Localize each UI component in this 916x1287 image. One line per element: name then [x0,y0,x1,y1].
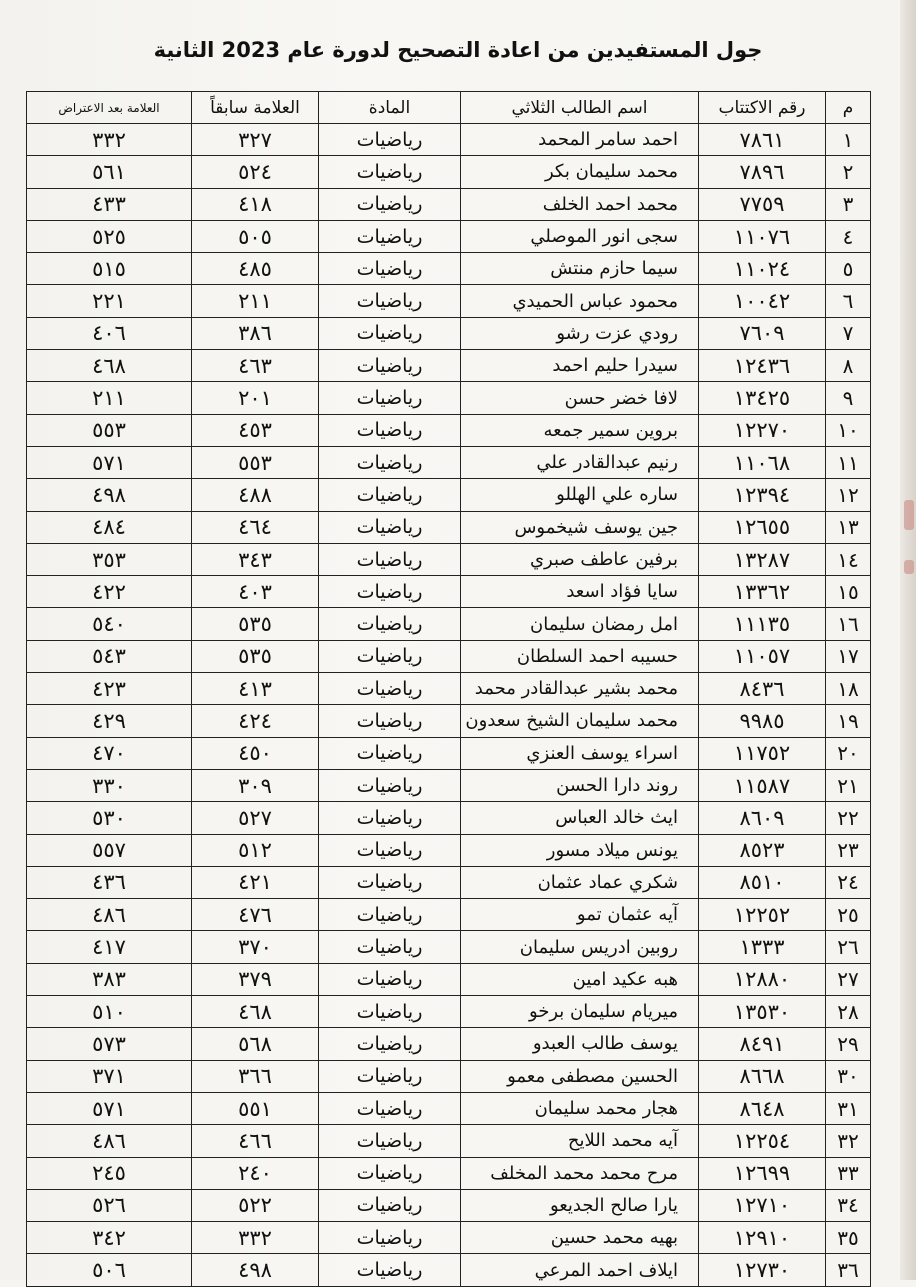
cell-index: ٣ [826,188,871,220]
table-row [27,1060,871,1092]
cell-new-mark: ٥١٠ [27,996,192,1028]
cell-exam-number: ٧٨٦١ [699,124,826,156]
cell-student-name: آيه محمد اللايح [461,1125,699,1157]
table-row [27,1157,871,1189]
cell-new-mark: ٥٤٣ [27,640,192,672]
cell-index: ٣٦ [826,1254,871,1286]
table-row [27,1125,871,1157]
cell-previous-mark: ٢٤٠ [192,1157,319,1189]
cell-index: ١٧ [826,640,871,672]
cell-index: ٢٧ [826,963,871,995]
cell-new-mark: ٥٥٣ [27,414,192,446]
cell-student-name: جين يوسف شيخموس [461,511,699,543]
cell-new-mark: ٣٧١ [27,1060,192,1092]
cell-index: ٣٠ [826,1060,871,1092]
cell-index: ١٠ [826,414,871,446]
cell-index: ٧ [826,317,871,349]
cell-new-mark: ٣٥٣ [27,543,192,575]
cell-student-name: ايلاف احمد المرعي [461,1254,699,1286]
cell-previous-mark: ٣٠٩ [192,769,319,801]
cell-subject: رياضيات [319,1157,461,1189]
cell-student-name: مرح محمد محمد المخلف [461,1157,699,1189]
cell-subject: رياضيات [319,1222,461,1254]
document-title: جول المستفيدين من اعادة التصحيح لدورة عام 2023 الثانية [153,38,763,62]
table-row [27,931,871,963]
cell-subject: رياضيات [319,931,461,963]
cell-previous-mark: ٤٥٣ [192,414,319,446]
cell-previous-mark: ٤٥٠ [192,737,319,769]
cell-student-name: سيما حازم منتش [461,253,699,285]
cell-exam-number: ٩٩٨٥ [699,705,826,737]
cell-subject: رياضيات [319,188,461,220]
cell-student-name: بروين سمير جمعه [461,414,699,446]
cell-student-name: يارا صالح الجديعو [461,1189,699,1221]
cell-subject: رياضيات [319,253,461,285]
cell-student-name: محمود عباس الحميدي [461,285,699,317]
cell-exam-number: ١١٧٥٢ [699,737,826,769]
table-row [27,866,871,898]
table-row [27,673,871,705]
cell-subject: رياضيات [319,769,461,801]
cell-subject: رياضيات [319,1125,461,1157]
table-row [27,1189,871,1221]
table-row [27,156,871,188]
cell-previous-mark: ٥٥٣ [192,446,319,478]
cell-subject: رياضيات [319,317,461,349]
cell-new-mark: ٥٢٦ [27,1189,192,1221]
cell-new-mark: ٥٦١ [27,156,192,188]
cell-subject: رياضيات [319,479,461,511]
cell-student-name: لافا خضر حسن [461,382,699,414]
cell-new-mark: ٣٣٢ [27,124,192,156]
cell-new-mark: ٤٢٢ [27,576,192,608]
cell-exam-number: ١١٠٥٧ [699,640,826,672]
cell-new-mark: ٤٢٣ [27,673,192,705]
cell-previous-mark: ٤٧٦ [192,899,319,931]
cell-index: ٨ [826,350,871,382]
cell-new-mark: ٥١٥ [27,253,192,285]
cell-index: ٢٨ [826,996,871,1028]
table-row [27,382,871,414]
cell-new-mark: ٤٩٨ [27,479,192,511]
cell-student-name: بهيه محمد حسين [461,1222,699,1254]
cell-student-name: ساره علي الهللو [461,479,699,511]
table-row [27,705,871,737]
cell-new-mark: ٣٣٠ [27,769,192,801]
cell-exam-number: ٨٦٠٩ [699,802,826,834]
cell-subject: رياضيات [319,963,461,995]
cell-exam-number: ١٢٧٣٠ [699,1254,826,1286]
cell-exam-number: ٨٦٤٨ [699,1092,826,1124]
cell-new-mark: ٤٨٦ [27,1125,192,1157]
table-row [27,543,871,575]
cell-student-name: سيدرا حليم احمد [461,350,699,382]
cell-index: ١٤ [826,543,871,575]
cell-index: ١٦ [826,608,871,640]
cell-new-mark: ٢١١ [27,382,192,414]
cell-student-name: محمد سليمان بكر [461,156,699,188]
cell-subject: رياضيات [319,220,461,252]
cell-student-name: سايا فؤاد اسعد [461,576,699,608]
cell-exam-number: ٧٨٩٦ [699,156,826,188]
cell-previous-mark: ٤٦٨ [192,996,319,1028]
table-row [27,802,871,834]
cell-new-mark: ٤٣٣ [27,188,192,220]
table-row [27,899,871,931]
cell-student-name: ايث خالد العباس [461,802,699,834]
cell-exam-number: ٨٥٢٣ [699,834,826,866]
table-row [27,1222,871,1254]
header-new-mark: العلامة بعد الاعتراض [27,92,192,124]
cell-exam-number: ١٢٢٥٤ [699,1125,826,1157]
cell-exam-number: ١١٠٦٨ [699,446,826,478]
cell-previous-mark: ٣٦٦ [192,1060,319,1092]
cell-previous-mark: ٤٦٦ [192,1125,319,1157]
cell-student-name: برفين عاطف صبري [461,543,699,575]
cell-new-mark: ٥٧١ [27,446,192,478]
cell-student-name: هجار محمد سليمان [461,1092,699,1124]
cell-new-mark: ٢٤٥ [27,1157,192,1189]
cell-student-name: امل رمضان سليمان [461,608,699,640]
table-header-row [27,92,871,124]
cell-index: ١٥ [826,576,871,608]
results-table [26,91,871,1287]
cell-new-mark: ٤٧٠ [27,737,192,769]
cell-index: ٥ [826,253,871,285]
cell-exam-number: ١٣٤٢٥ [699,382,826,414]
cell-subject: رياضيات [319,608,461,640]
header-subject: المادة [319,92,461,124]
cell-subject: رياضيات [319,1254,461,1286]
cell-subject: رياضيات [319,673,461,705]
cell-index: ٢ [826,156,871,188]
cell-student-name: حسيبه احمد السلطان [461,640,699,672]
cell-previous-mark: ٤٩٨ [192,1254,319,1286]
cell-subject: رياضيات [319,834,461,866]
cell-student-name: محمد احمد الخلف [461,188,699,220]
cell-exam-number: ١٣٣٣ [699,931,826,963]
cell-exam-number: ١١٠٧٦ [699,220,826,252]
cell-student-name: الحسين مصطفى معمو [461,1060,699,1092]
cell-exam-number: ١١٥٨٧ [699,769,826,801]
table-row [27,220,871,252]
cell-index: ٢٣ [826,834,871,866]
cell-exam-number: ١١١٣٥ [699,608,826,640]
cell-exam-number: ٧٧٥٩ [699,188,826,220]
cell-student-name: يونس ميلاد مسور [461,834,699,866]
edge-stain [904,500,914,530]
cell-subject: رياضيات [319,446,461,478]
cell-exam-number: ١٠٠٤٢ [699,285,826,317]
cell-exam-number: ١٣٥٣٠ [699,996,826,1028]
table-row [27,737,871,769]
cell-subject: رياضيات [319,124,461,156]
cell-student-name: محمد بشير عبدالقادر محمد [461,673,699,705]
cell-subject: رياضيات [319,996,461,1028]
cell-exam-number: ١٢٣٩٤ [699,479,826,511]
cell-exam-number: ٨٥١٠ [699,866,826,898]
cell-previous-mark: ٥٢٢ [192,1189,319,1221]
cell-new-mark: ٤٦٨ [27,350,192,382]
cell-subject: رياضيات [319,285,461,317]
cell-student-name: هبه عكيد امين [461,963,699,995]
cell-exam-number: ٨٤٣٦ [699,673,826,705]
cell-subject: رياضيات [319,705,461,737]
cell-previous-mark: ٤٦٣ [192,350,319,382]
cell-index: ٢٠ [826,737,871,769]
cell-index: ٢٥ [826,899,871,931]
cell-previous-mark: ٣٢٧ [192,124,319,156]
cell-new-mark: ٤٨٦ [27,899,192,931]
cell-student-name: يوسف طالب العبدو [461,1028,699,1060]
cell-new-mark: ٥٧٣ [27,1028,192,1060]
cell-previous-mark: ٥١٢ [192,834,319,866]
cell-subject: رياضيات [319,1092,461,1124]
cell-subject: رياضيات [319,350,461,382]
header-exam-number: رقم الاكتتاب [699,92,826,124]
cell-previous-mark: ٢٠١ [192,382,319,414]
table-row [27,608,871,640]
cell-index: ٢١ [826,769,871,801]
cell-previous-mark: ٤٢٤ [192,705,319,737]
cell-index: ٣٤ [826,1189,871,1221]
cell-previous-mark: ٤٨٥ [192,253,319,285]
cell-index: ١١ [826,446,871,478]
cell-index: ٢٦ [826,931,871,963]
cell-subject: رياضيات [319,737,461,769]
cell-previous-mark: ٣٧٠ [192,931,319,963]
cell-exam-number: ٧٦٠٩ [699,317,826,349]
cell-subject: رياضيات [319,899,461,931]
cell-previous-mark: ٥٣٥ [192,608,319,640]
cell-previous-mark: ٥٣٥ [192,640,319,672]
cell-index: ٣١ [826,1092,871,1124]
table-row [27,1028,871,1060]
cell-student-name: روند دارا الحسن [461,769,699,801]
table-row [27,963,871,995]
cell-previous-mark: ٤٦٤ [192,511,319,543]
cell-subject: رياضيات [319,382,461,414]
cell-index: ٤ [826,220,871,252]
cell-index: ٢٩ [826,1028,871,1060]
cell-new-mark: ٤٠٦ [27,317,192,349]
cell-subject: رياضيات [319,511,461,543]
cell-subject: رياضيات [319,1189,461,1221]
cell-index: ١٩ [826,705,871,737]
cell-previous-mark: ٥٥١ [192,1092,319,1124]
table-row [27,285,871,317]
table-row [27,996,871,1028]
cell-student-name: روبين ادريس سليمان [461,931,699,963]
table-row [27,640,871,672]
cell-index: ٢٤ [826,866,871,898]
cell-exam-number: ١٢٧١٠ [699,1189,826,1221]
page-edge [900,0,916,1280]
cell-student-name: سجى انور الموصلي [461,220,699,252]
cell-exam-number: ١٣٢٨٧ [699,543,826,575]
table-row [27,1092,871,1124]
cell-exam-number: ١٢٦٥٥ [699,511,826,543]
cell-previous-mark: ٤١٨ [192,188,319,220]
cell-index: ٣٢ [826,1125,871,1157]
cell-subject: رياضيات [319,640,461,672]
cell-index: ٣٣ [826,1157,871,1189]
cell-index: ١٢ [826,479,871,511]
cell-new-mark: ٣٤٢ [27,1222,192,1254]
cell-exam-number: ٨٤٩١ [699,1028,826,1060]
cell-student-name: شكري عماد عثمان [461,866,699,898]
cell-previous-mark: ٣٤٣ [192,543,319,575]
cell-previous-mark: ٤١٣ [192,673,319,705]
table-row [27,350,871,382]
cell-previous-mark: ٤٠٣ [192,576,319,608]
table-row [27,576,871,608]
cell-previous-mark: ٤٨٨ [192,479,319,511]
cell-previous-mark: ٣٧٩ [192,963,319,995]
cell-previous-mark: ٣٣٢ [192,1222,319,1254]
cell-subject: رياضيات [319,866,461,898]
table-row [27,511,871,543]
table-row [27,188,871,220]
cell-index: ١٣ [826,511,871,543]
cell-exam-number: ١٢٢٧٠ [699,414,826,446]
cell-new-mark: ٥٧١ [27,1092,192,1124]
cell-student-name: اسراء يوسف العنزي [461,737,699,769]
edge-stain [904,560,914,574]
table-row [27,124,871,156]
table-row [27,446,871,478]
cell-student-name: ميريام سليمان برخو [461,996,699,1028]
cell-exam-number: ١٣٣٦٢ [699,576,826,608]
cell-new-mark: ٥٠٦ [27,1254,192,1286]
cell-exam-number: ١٢٢٥٢ [699,899,826,931]
cell-previous-mark: ٤٢١ [192,866,319,898]
table-body [27,124,871,1287]
cell-subject: رياضيات [319,1060,461,1092]
cell-exam-number: ٨٦٦٨ [699,1060,826,1092]
cell-exam-number: ١١٠٢٤ [699,253,826,285]
table-row [27,1254,871,1286]
cell-new-mark: ٤٣٦ [27,866,192,898]
cell-student-name: آيه عثمان تمو [461,899,699,931]
header-index: م [826,92,871,124]
cell-subject: رياضيات [319,576,461,608]
cell-student-name: محمد سليمان الشيخ سعدون [461,705,699,737]
cell-subject: رياضيات [319,414,461,446]
table-row [27,479,871,511]
cell-exam-number: ١٢٦٩٩ [699,1157,826,1189]
header-student-name: اسم الطالب الثلاثي [461,92,699,124]
cell-subject: رياضيات [319,802,461,834]
cell-new-mark: ٥٣٠ [27,802,192,834]
cell-subject: رياضيات [319,543,461,575]
cell-previous-mark: ٥٠٥ [192,220,319,252]
cell-new-mark: ٢٢١ [27,285,192,317]
cell-exam-number: ١٢٨٨٠ [699,963,826,995]
cell-previous-mark: ٥٦٨ [192,1028,319,1060]
header-previous-mark: العلامة سابقاً [192,92,319,124]
cell-subject: رياضيات [319,1028,461,1060]
table-row [27,414,871,446]
cell-new-mark: ٤٢٩ [27,705,192,737]
cell-index: ١ [826,124,871,156]
cell-previous-mark: ٢١١ [192,285,319,317]
cell-new-mark: ٥٥٧ [27,834,192,866]
table-row [27,317,871,349]
cell-index: ٣٥ [826,1222,871,1254]
cell-subject: رياضيات [319,156,461,188]
cell-index: ٦ [826,285,871,317]
cell-exam-number: ١٢٩١٠ [699,1222,826,1254]
cell-index: ٩ [826,382,871,414]
cell-student-name: رودي عزت رشو [461,317,699,349]
cell-previous-mark: ٥٢٧ [192,802,319,834]
cell-student-name: احمد سامر المحمد [461,124,699,156]
table-row [27,834,871,866]
table-row [27,253,871,285]
cell-new-mark: ٤١٧ [27,931,192,963]
cell-previous-mark: ٣٨٦ [192,317,319,349]
cell-new-mark: ٣٨٣ [27,963,192,995]
cell-previous-mark: ٥٢٤ [192,156,319,188]
cell-new-mark: ٥٤٠ [27,608,192,640]
cell-student-name: رنيم عبدالقادر علي [461,446,699,478]
cell-index: ٢٢ [826,802,871,834]
table-row [27,769,871,801]
cell-exam-number: ١٢٤٣٦ [699,350,826,382]
cell-new-mark: ٥٢٥ [27,220,192,252]
cell-index: ١٨ [826,673,871,705]
cell-new-mark: ٤٨٤ [27,511,192,543]
